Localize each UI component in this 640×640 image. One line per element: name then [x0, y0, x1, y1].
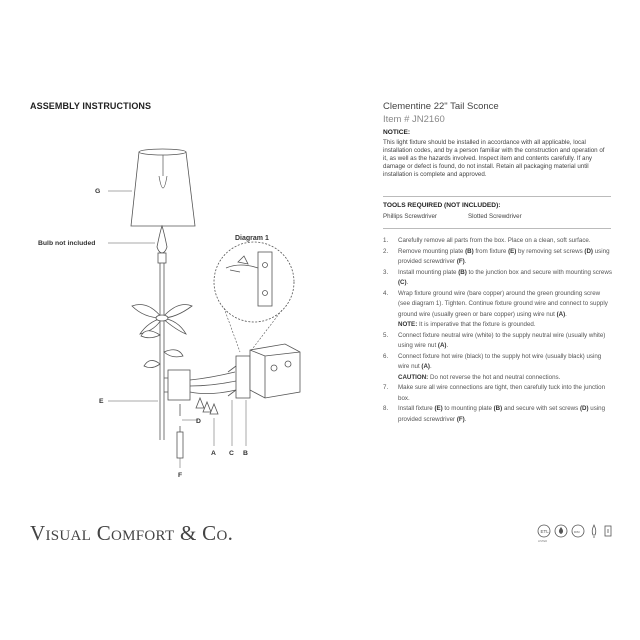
step-text: Connect fixture neutral wire (white) to the supply neutral wire (usually white) using wire nut (A). [398, 331, 606, 349]
step-note [383, 373, 613, 384]
tool-item: Slotted Screwdriver [468, 213, 522, 220]
assembly-heading: ASSEMBLY INSTRUCTIONS [30, 101, 152, 111]
divider [383, 196, 611, 197]
step-number: 5. [383, 331, 389, 339]
svg-text:DIM: DIM [574, 530, 580, 534]
step-number: 2. [383, 247, 389, 255]
wire-nut [210, 404, 218, 414]
brand-logo: VISUAL COMFORT & CO. [30, 521, 234, 545]
step-number: 7. [383, 384, 389, 391]
leaf [164, 350, 183, 357]
divider [383, 228, 611, 229]
step-item [383, 236, 613, 247]
wire-nut [196, 398, 204, 408]
step-number: 1. [383, 237, 389, 244]
step-item [383, 247, 613, 268]
step-text: Connect fixture hot wire (black) to the supply hot wire (usually black) using wire nut (A). [398, 352, 602, 370]
label-diagram-1: Diagram 1 [235, 235, 269, 242]
etl-listed-icon [538, 525, 550, 543]
step-item [383, 268, 613, 289]
label-c: C [229, 450, 234, 457]
step-text: Make sure all wire connections are tight, then carefully tuck into the junction box. [398, 384, 606, 402]
step-number: 6. [383, 352, 389, 360]
step-text: Install mounting plate (B) to the junction box and secure with mounting screws (C). [398, 268, 612, 286]
step-number [383, 320, 398, 331]
wire-nut [203, 402, 211, 412]
assembly-diagram [0, 0, 380, 500]
instruction-steps [383, 236, 613, 425]
step-text: NOTE: It is imperative that the fixture is grounded. [398, 321, 536, 328]
socket [158, 253, 166, 263]
label-e: E [99, 398, 104, 405]
svg-text:LISTED: LISTED [538, 540, 548, 543]
label-g: G [95, 188, 101, 195]
step-text: Carefully remove all parts from the box. Place on a clean, soft surface. [398, 237, 591, 244]
step-number: 8. [383, 405, 389, 412]
step-item [383, 383, 613, 404]
step-text: Wrap fixture ground wire (bare copper) around the green grounding screw (see diagram 1). Tighten. Continue fixture ground wire and connect to supply ground wire (usually green or bare copper) using wire nut (A). [398, 289, 608, 318]
step-item [383, 289, 613, 321]
step-note [383, 320, 613, 331]
step-text: Install fixture (E) to mounting plate (B) and secure with set screws (D) using provided screwdriver (F). [398, 405, 606, 423]
label-a: A [211, 450, 216, 457]
bulb [157, 226, 167, 253]
shade-top [139, 149, 186, 155]
fixture-backplate [168, 370, 190, 400]
bulb-icon [592, 525, 596, 537]
step-text: CAUTION: Do not reverse the hot and neutral connections. [398, 373, 561, 381]
step-number: 3. [383, 268, 389, 276]
notice-text: This light fixture should be installed in accordance with all applicable, local installation codes, and by a person familiar with the construction and operation of it, as well as the hazards involved. Inspect item and contents carefully. If any damage or defect is found, do not install. Retain all packaging material until installation is complete and approved. [383, 139, 605, 178]
label-b: B [243, 450, 248, 457]
tool-item: Phillips Screwdriver [383, 213, 437, 220]
step-item [383, 404, 613, 425]
label-f: F [178, 472, 183, 479]
mounting-plate [236, 356, 250, 398]
product-title: Clementine 22" Tail Sconce [383, 101, 499, 112]
switch-icon [605, 526, 611, 536]
tools-heading: TOOLS REQUIRED (NOT INCLUDED): [383, 202, 501, 209]
dimmable-icon [572, 525, 584, 537]
leaf [144, 360, 160, 367]
label-bulb: Bulb not included [38, 240, 96, 247]
item-number: Item # JN2160 [383, 114, 445, 125]
label-d: D [196, 418, 201, 425]
svg-text:ETL: ETL [540, 529, 549, 534]
step-number: 4. [383, 289, 389, 297]
screwdriver [177, 432, 183, 458]
certification-icons [536, 522, 616, 544]
step-item [383, 352, 613, 373]
damp-rated-icon [555, 525, 567, 537]
step-number [383, 373, 398, 384]
step-item [383, 331, 613, 352]
notice-heading: NOTICE: [383, 129, 411, 136]
step-text: Remove mounting plate (B) from fixture (E) by removing set screws (D) using provided screwdriver (F). [398, 247, 610, 265]
